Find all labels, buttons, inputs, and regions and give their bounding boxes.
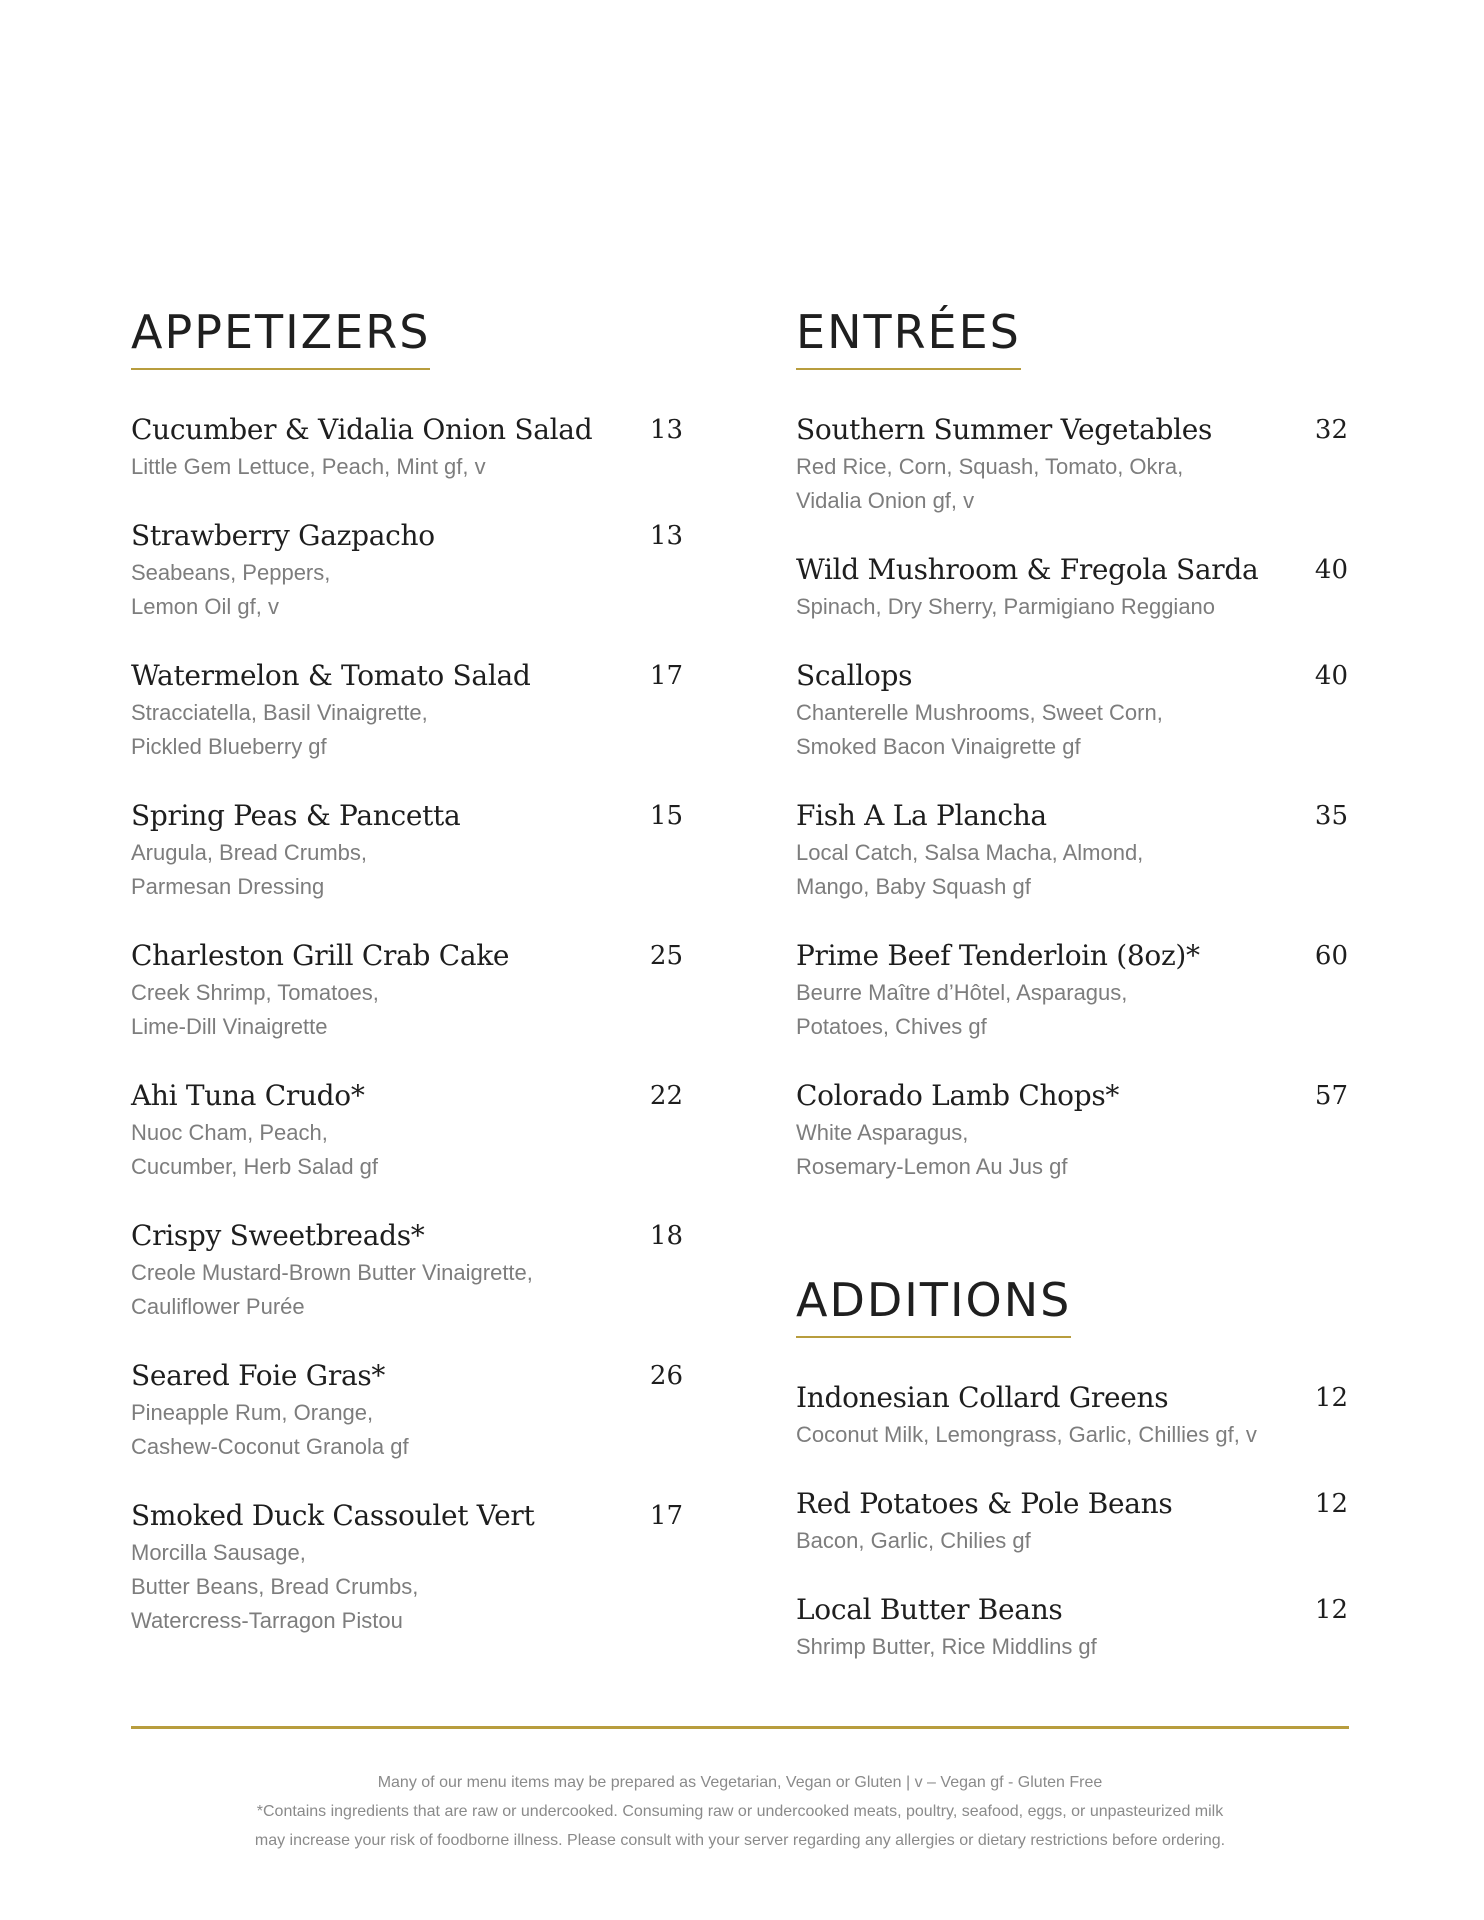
entrees-list — [796, 412, 1348, 1184]
menu-item-description-line: Nuoc Cham, Peach, — [131, 1120, 328, 1145]
menu-item-description-line: Parmesan Dressing — [131, 874, 325, 899]
menu-item-description-line: Beurre Maître d’Hôtel, Asparagus, — [796, 980, 1128, 1005]
menu-item — [131, 518, 683, 624]
appetizers-section — [131, 306, 683, 1672]
menu-item-description-line: Shrimp Butter, Rice Middlins gf — [796, 1634, 1097, 1659]
menu-item — [796, 938, 1348, 1044]
additions-heading: ADDITIONS — [796, 1274, 1071, 1338]
menu-item-price: 17 — [649, 661, 683, 691]
menu-item-name: Crispy Sweetbreads* — [131, 1219, 425, 1252]
menu-item-description-line: Creole Mustard-Brown Butter Vinaigrette, — [131, 1260, 533, 1285]
menu-item-price: 12 — [1314, 1595, 1348, 1625]
menu-item-price: 13 — [649, 415, 683, 445]
menu-item-name: Strawberry Gazpacho — [131, 519, 435, 552]
raw-food-warning-line-1: *Contains ingredients that are raw or undercooked. Consuming raw or undercooked meats, poultry, seafood, eggs, or unpasteurized milk — [256, 1803, 1224, 1820]
menu-item-name: Smoked Duck Cassoulet Vert — [131, 1499, 535, 1532]
menu-item — [796, 1592, 1348, 1664]
raw-food-warning-line-2: may increase your risk of foodborne illness. Please consult with your server regarding any allergies or dietary restrictions before ordering. — [254, 1832, 1226, 1849]
menu-item-description-line: Arugula, Bread Crumbs, — [131, 840, 367, 865]
menu-item-description-line: Smoked Bacon Vinaigrette gf — [796, 734, 1081, 759]
menu-item-description — [796, 590, 1348, 624]
menu-item-description — [131, 1256, 683, 1324]
menu-item-price: 17 — [649, 1501, 683, 1531]
menu-item-description — [131, 450, 683, 484]
menu-item-name: Spring Peas & Pancetta — [131, 799, 461, 832]
menu-item-name: Fish A La Plancha — [796, 799, 1047, 832]
menu-item-description-line: Stracciatella, Basil Vinaigrette, — [131, 700, 428, 725]
menu-item — [796, 1380, 1348, 1452]
menu-item-price: 35 — [1314, 801, 1348, 831]
right-column — [796, 306, 1348, 1698]
menu-item-description-line: Coconut Milk, Lemongrass, Garlic, Chillies gf, v — [796, 1422, 1257, 1447]
menu-item-description — [796, 976, 1348, 1044]
footer-divider — [131, 1726, 1349, 1729]
menu-item-description — [796, 696, 1348, 764]
menu-item-name: Prime Beef Tenderloin (8oz)* — [796, 939, 1200, 972]
menu-item-description-line: Seabeans, Peppers, — [131, 560, 331, 585]
footer-notes — [131, 1768, 1349, 1855]
menu-item-price: 12 — [1314, 1489, 1348, 1519]
menu-item-description — [796, 836, 1348, 904]
menu-item-price: 18 — [649, 1221, 683, 1251]
entrees-heading: ENTRÉES — [796, 306, 1021, 370]
menu-item-description-line: Creek Shrimp, Tomatoes, — [131, 980, 379, 1005]
menu-item-description-line: White Asparagus, — [796, 1120, 969, 1145]
menu-item-description — [131, 1536, 683, 1638]
menu-item-description-line: Rosemary-Lemon Au Jus gf — [796, 1154, 1068, 1179]
menu-item-name: Indonesian Collard Greens — [796, 1381, 1169, 1414]
menu-item-name: Local Butter Beans — [796, 1593, 1063, 1626]
menu-item-name: Wild Mushroom & Fregola Sarda — [796, 553, 1259, 586]
menu-item-description — [131, 976, 683, 1044]
menu-item-description — [131, 556, 683, 624]
menu-item-name: Red Potatoes & Pole Beans — [796, 1487, 1173, 1520]
menu-item — [131, 658, 683, 764]
menu-item — [796, 798, 1348, 904]
menu-item-description-line: Watercress-Tarragon Pistou — [131, 1608, 403, 1633]
menu-item-price: 40 — [1314, 661, 1348, 691]
dietary-note: Many of our menu items may be prepared as Vegetarian, Vegan or Gluten | v – Vegan gf - Gluten Free — [377, 1774, 1103, 1791]
menu-item — [131, 1218, 683, 1324]
menu-item-name: Seared Foie Gras* — [131, 1359, 386, 1392]
menu-item-description — [131, 1396, 683, 1464]
menu-item-description — [796, 1524, 1348, 1558]
menu-item-description-line: Butter Beans, Bread Crumbs, — [131, 1574, 419, 1599]
menu-item — [131, 412, 683, 484]
menu-item-name: Charleston Grill Crab Cake — [131, 939, 510, 972]
menu-item-name: Cucumber & Vidalia Onion Salad — [131, 413, 593, 446]
menu-item-description-line: Little Gem Lettuce, Peach, Mint gf, v — [131, 454, 486, 479]
menu-item-description-line: Pineapple Rum, Orange, — [131, 1400, 374, 1425]
menu-item-price: 12 — [1314, 1383, 1348, 1413]
menu-item-description-line: Lemon Oil gf, v — [131, 594, 279, 619]
menu-item-description-line: Cashew-Coconut Granola gf — [131, 1434, 409, 1459]
menu-item-description-line: Spinach, Dry Sherry, Parmigiano Reggiano — [796, 594, 1216, 619]
menu-item-description-line: Vidalia Onion gf, v — [796, 488, 975, 513]
menu-item-price: 15 — [649, 801, 683, 831]
menu-item-description-line: Chanterelle Mushrooms, Sweet Corn, — [796, 700, 1163, 725]
menu-item-description — [796, 450, 1348, 518]
menu-item-price: 13 — [649, 521, 683, 551]
menu-item-description-line: Local Catch, Salsa Macha, Almond, — [796, 840, 1144, 865]
menu-item-description-line: Lime-Dill Vinaigrette — [131, 1014, 328, 1039]
menu-item-description-line: Mango, Baby Squash gf — [796, 874, 1031, 899]
menu-item-name: Southern Summer Vegetables — [796, 413, 1213, 446]
menu-item-price: 25 — [649, 941, 683, 971]
menu-item — [796, 552, 1348, 624]
menu-item — [131, 938, 683, 1044]
menu-item-name: Colorado Lamb Chops* — [796, 1079, 1120, 1112]
menu-item-description — [131, 836, 683, 904]
menu-item — [796, 412, 1348, 518]
menu-item-price: 22 — [649, 1081, 683, 1111]
additions-section — [796, 1218, 1348, 1664]
menu-item — [796, 1078, 1348, 1184]
entrees-section — [796, 306, 1348, 1184]
menu-item — [131, 1498, 683, 1638]
menu-item — [796, 658, 1348, 764]
menu-item-price: 60 — [1314, 941, 1348, 971]
menu-item-name: Scallops — [796, 659, 913, 692]
additions-list — [796, 1380, 1348, 1664]
appetizers-list — [131, 412, 683, 1638]
menu-item — [131, 1078, 683, 1184]
menu-item-price: 26 — [649, 1361, 683, 1391]
menu-item-price: 40 — [1314, 555, 1348, 585]
menu-item-name: Watermelon & Tomato Salad — [131, 659, 531, 692]
appetizers-heading: APPETIZERS — [131, 306, 430, 370]
menu-item-name: Ahi Tuna Crudo* — [131, 1079, 365, 1112]
menu-item-price: 57 — [1314, 1081, 1348, 1111]
menu-item-price: 32 — [1314, 415, 1348, 445]
menu-item-description — [131, 1116, 683, 1184]
menu-item-description-line: Morcilla Sausage, — [131, 1540, 306, 1565]
menu-item-description-line: Potatoes, Chives gf — [796, 1014, 987, 1039]
menu-item-description-line: Red Rice, Corn, Squash, Tomato, Okra, — [796, 454, 1184, 479]
menu-item — [796, 1486, 1348, 1558]
menu-item-description-line: Cucumber, Herb Salad gf — [131, 1154, 379, 1179]
menu-item-description — [796, 1418, 1348, 1452]
menu-item-description — [796, 1116, 1348, 1184]
menu-item — [131, 1358, 683, 1464]
menu-item-description — [796, 1630, 1348, 1664]
menu-item-description — [131, 696, 683, 764]
menu-item — [131, 798, 683, 904]
menu-item-description-line: Bacon, Garlic, Chilies gf — [796, 1528, 1031, 1553]
menu-item-description-line: Cauliflower Purée — [131, 1294, 305, 1319]
menu-item-description-line: Pickled Blueberry gf — [131, 734, 327, 759]
